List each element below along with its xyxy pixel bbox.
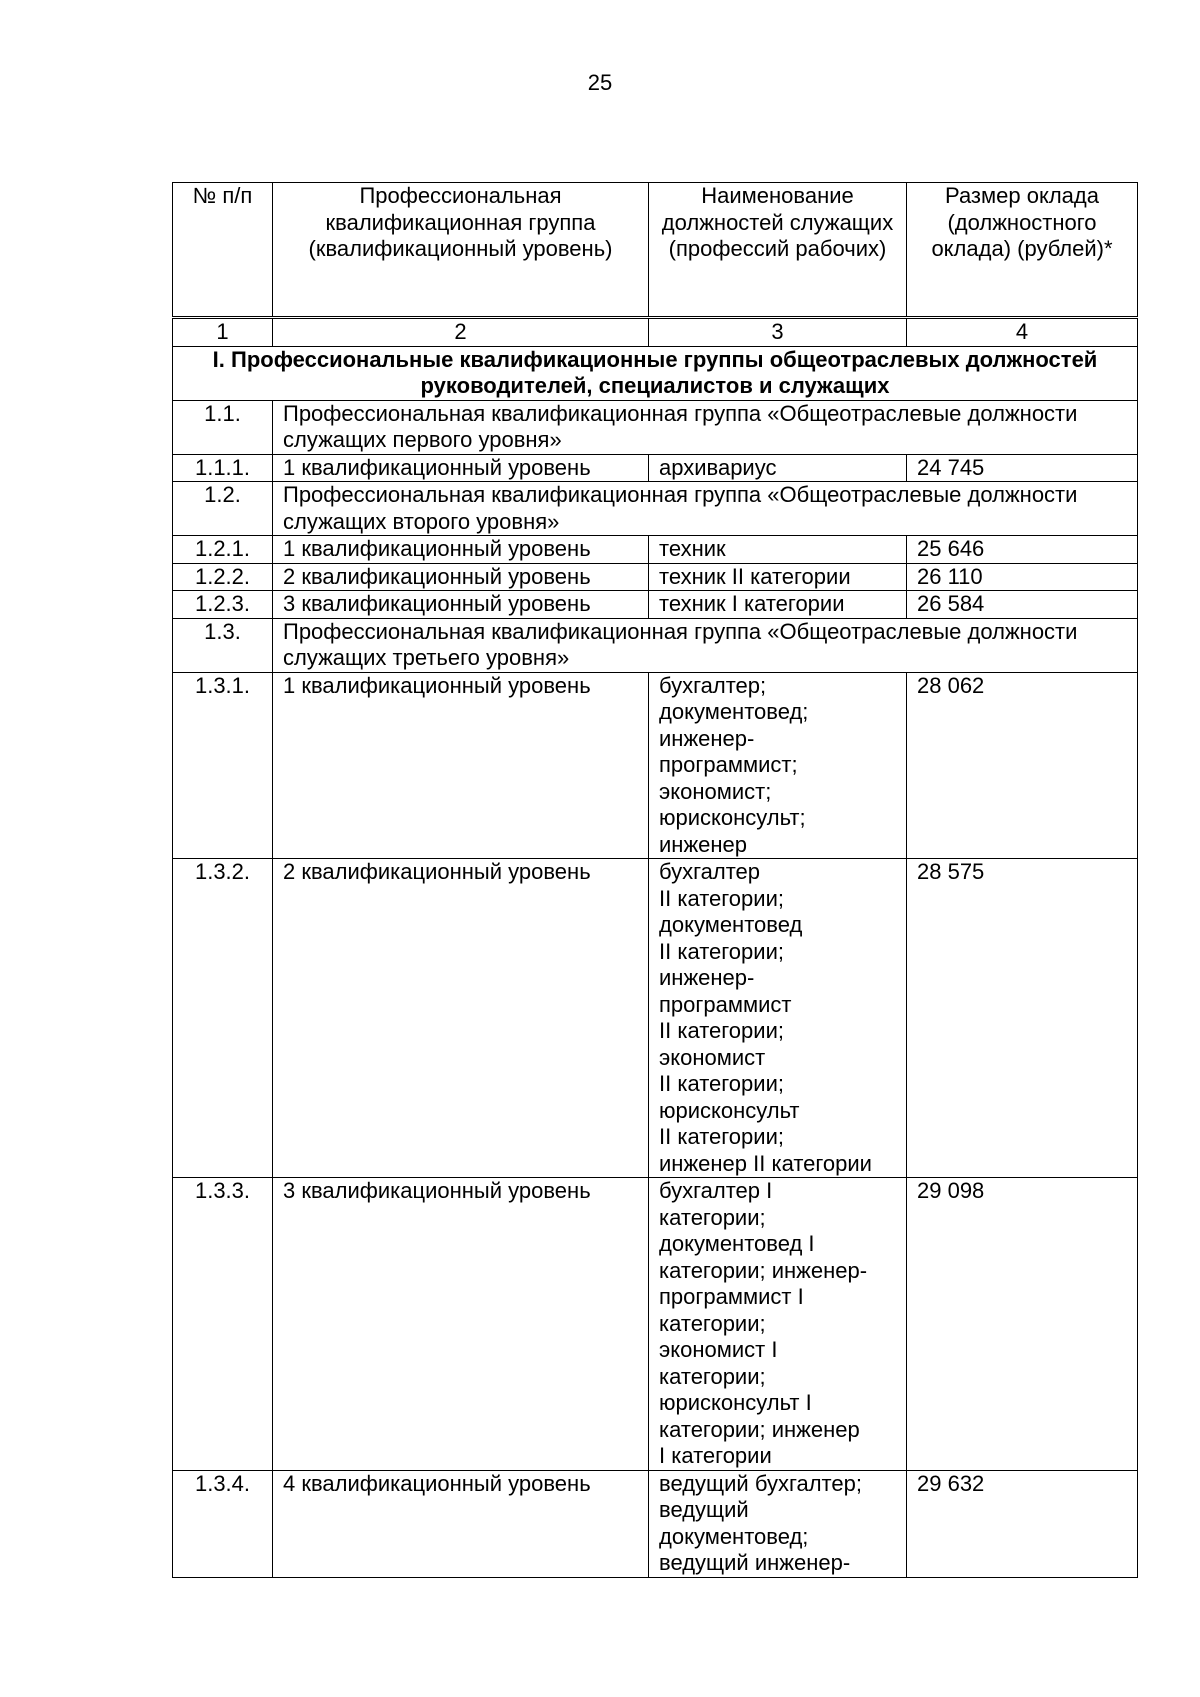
row-salary: 26 584 (907, 591, 1138, 619)
row-salary: 24 745 (907, 454, 1138, 482)
row-code: 1.2.3. (173, 591, 273, 619)
row-positions: архивариус (649, 454, 907, 482)
group-row (173, 618, 1138, 672)
row-code: 1.3.2. (173, 859, 273, 1178)
group-title: Профессиональная квалификационная группа «Общеотраслевые должности служащих первого уровня» (273, 400, 1138, 454)
row-salary: 29 098 (907, 1178, 1138, 1471)
salary-table (172, 182, 1138, 1578)
row-level: 2 квалификационный уровень (273, 563, 649, 591)
row-positions: бухгалтер I категории; документовед I категории; инженер- программист I категории; экономист I категории; юрисконсульт I категории; инженер I категории (649, 1178, 907, 1471)
row-code: 1.1.1. (173, 454, 273, 482)
row-level: 3 квалификационный уровень (273, 1178, 649, 1471)
row-salary: 29 632 (907, 1470, 1138, 1577)
column-number-row (173, 318, 1138, 347)
section-title: I. Профессиональные квалификационные группы общеотраслевых должностей руководителей, специалистов и служащих (173, 346, 1138, 400)
page-number: 25 (587, 70, 613, 95)
column-number: 2 (273, 318, 649, 347)
header-group: Профессиональная квалификационная группа (квалификационный уровень) (273, 183, 649, 318)
row-level: 2 квалификационный уровень (273, 859, 649, 1178)
table-row (173, 672, 1138, 859)
group-code: 1.3. (173, 618, 273, 672)
group-code: 1.2. (173, 482, 273, 536)
row-positions: техник II категории (649, 563, 907, 591)
row-salary: 28 575 (907, 859, 1138, 1178)
group-title: Профессиональная квалификационная группа «Общеотраслевые должности служащих второго уровня» (273, 482, 1138, 536)
column-number: 1 (173, 318, 273, 347)
table-row (173, 1178, 1138, 1471)
row-level: 1 квалификационный уровень (273, 536, 649, 564)
header-salary: Размер оклада (должностного оклада) (рублей)* (907, 183, 1138, 318)
group-code: 1.1. (173, 400, 273, 454)
row-positions: техник I категории (649, 591, 907, 619)
row-salary: 28 062 (907, 672, 1138, 859)
row-code: 1.2.2. (173, 563, 273, 591)
row-code: 1.3.1. (173, 672, 273, 859)
table-row (173, 536, 1138, 564)
row-salary: 25 646 (907, 536, 1138, 564)
table-row (173, 563, 1138, 591)
column-number: 3 (649, 318, 907, 347)
group-row (173, 400, 1138, 454)
section-row (173, 346, 1138, 400)
table-row (173, 859, 1138, 1178)
table-row (173, 591, 1138, 619)
row-level: 1 квалификационный уровень (273, 454, 649, 482)
row-positions: ведущий бухгалтер; ведущий документовед; ведущий инженер- (649, 1470, 907, 1577)
group-title: Профессиональная квалификационная группа «Общеотраслевые должности служащих третьего уровня» (273, 618, 1138, 672)
row-positions: бухгалтер II категории; документовед II категории; инженер- программист II категории; экономист II категории; юрисконсульт II категории; инженер II категории (649, 859, 907, 1178)
row-salary: 26 110 (907, 563, 1138, 591)
row-positions: бухгалтер; документовед; инженер- программист; экономист; юрисконсульт; инженер (649, 672, 907, 859)
row-code: 1.3.3. (173, 1178, 273, 1471)
row-code: 1.3.4. (173, 1470, 273, 1577)
group-row (173, 482, 1138, 536)
row-level: 3 квалификационный уровень (273, 591, 649, 619)
table-row (173, 1470, 1138, 1577)
header-number: № п/п (173, 183, 273, 318)
row-level: 1 квалификационный уровень (273, 672, 649, 859)
row-code: 1.2.1. (173, 536, 273, 564)
row-level: 4 квалификационный уровень (273, 1470, 649, 1577)
column-number: 4 (907, 318, 1138, 347)
header-positions: Наименование должностей служащих (профессий рабочих) (649, 183, 907, 318)
table-row (173, 454, 1138, 482)
row-positions: техник (649, 536, 907, 564)
table-header-row (173, 183, 1138, 318)
